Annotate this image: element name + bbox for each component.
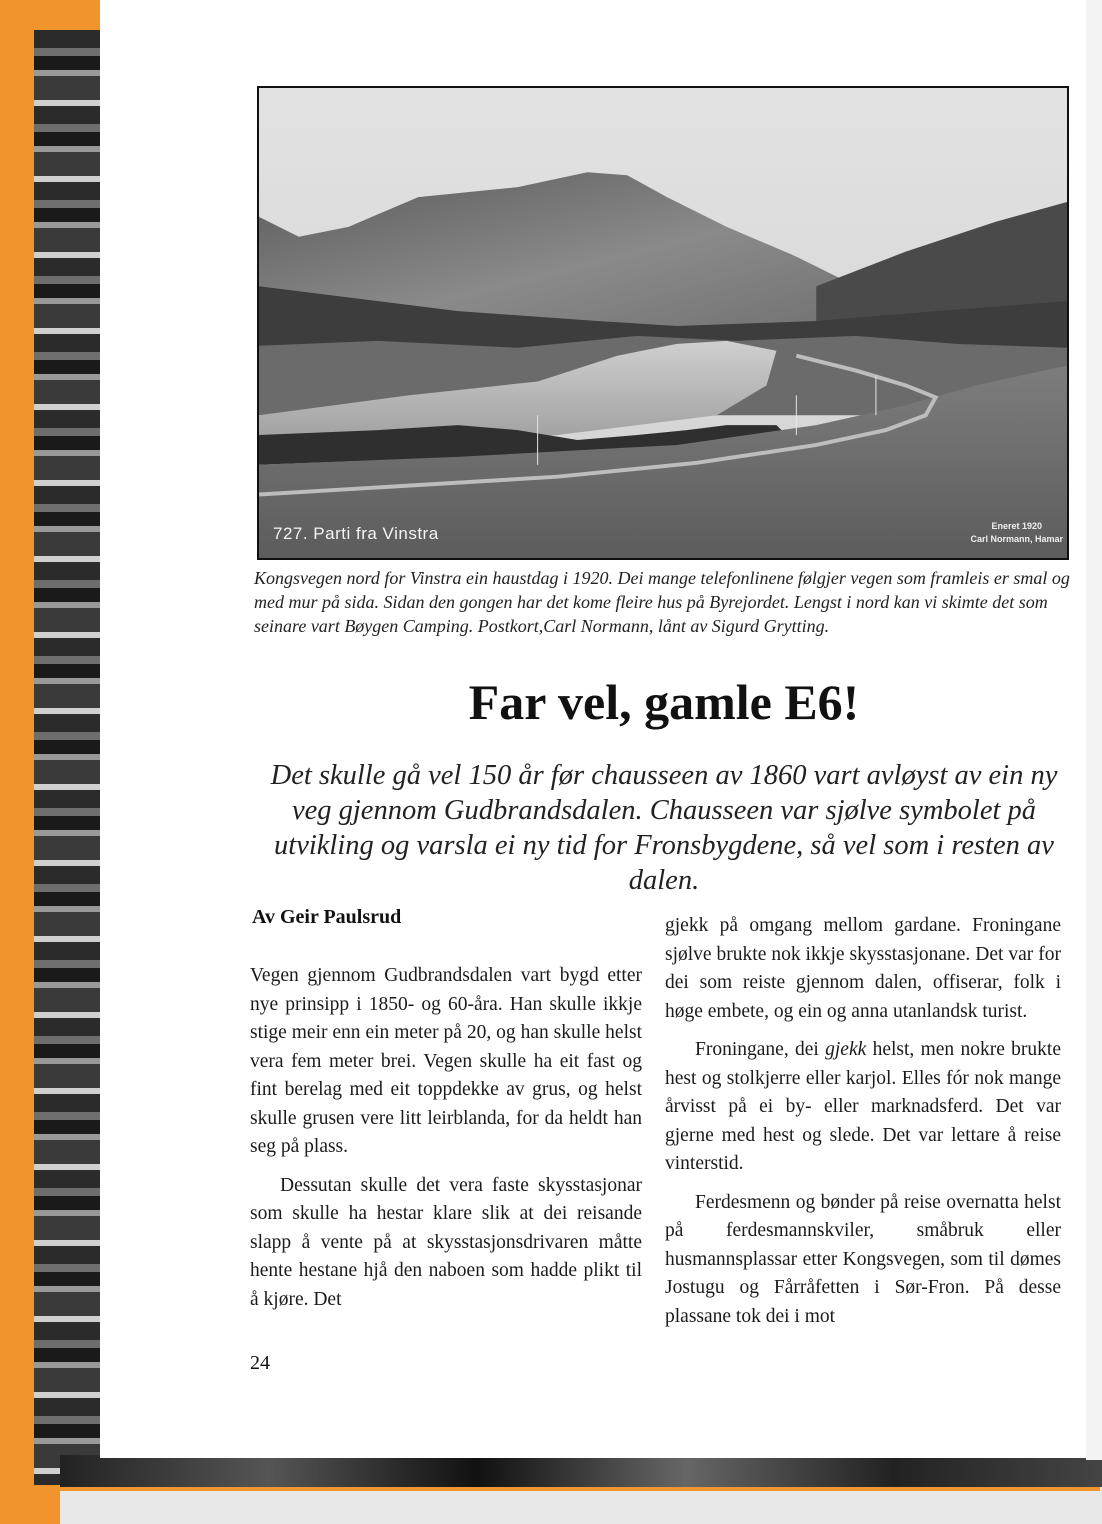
postcard-copyright (970, 520, 1063, 546)
book-bottom-edge (60, 1487, 1102, 1524)
paragraph: Ferdesmenn og bønder på reise overnatta helst på ferdesmannskviler, småbruk eller husmannsplassar etter Kongsvegen, som til dømes Jostugu og Fårråfetten i Sør-Fron. På desse plassane tok dei i mot (665, 1191, 1061, 1327)
page-right-edge (1086, 0, 1102, 1460)
paragraph: Vegen gjennom Gudbrandsdalen vart bygd etter nye prinsipp i 1850- og 60-åra. Han skulle ikkje stige meir enn ein meter på 20, og han skulle helst vera fem meter brei. Vegen skulle ha eit fast og fint berelag med eit toppdekke av grus, og helst skulle grusen vere litt leirblanda, for da heldt han seg på plass. (250, 965, 642, 1157)
postcard-label: 727. Parti fra Vinstra (273, 524, 439, 543)
article-lead: Det skulle gå vel 150 år før chausseen av 1860 vart avløyst av ein ny veg gjennom Gudbrandsdalen. Chausseen var sjølve symbolet på utvikling og varsla ei ny tid for Fronsbygdene, så vel som i resten av dalen. (270, 760, 1058, 896)
article-title: Far vel, gamle E6! (468, 674, 860, 730)
photo-caption: Kongsvegen nord for Vinstra ein haustdag i 1920. Dei mange telefonlinene følgjer vegen som framleis er smal og med mur på sida. Sidan den gongen har det kome fleire hus på Byrejordet. Lengst i nord kan vi skimte det som seinare vart Bøygen Camping. Postkort,Carl Normann, lånt av Sigurd Grytting. (254, 568, 1070, 636)
byline: Av Geir Paulsrud (252, 906, 402, 928)
landscape-image (259, 88, 1067, 558)
underlying-page-strip (60, 1455, 1102, 1487)
paragraph (665, 1036, 1061, 1179)
paragraph: Dessutan skulle det vera faste skysstasjonar som skulle ha hestar klare slik at dei reisande slapp å vente på at skysstasjonsdrivaren måtte hente hestane hjå den naboen som hadde plikt til å kjøre. Det (250, 1174, 642, 1310)
copyright-line-2: Carl Normann, Hamar (970, 534, 1063, 544)
facing-page-strip (34, 30, 100, 1485)
page-number: 24 (250, 1352, 270, 1374)
paragraph-text: helst, men nokre brukte hest og stolkjerre eller karjol. Elles fór nok mange årvisst på ei by- eller marknadsferd. Det var gjerne med hest og slede. Det var lettare å reise vinterstid. (665, 1039, 1062, 1174)
text-column-2 (665, 912, 1061, 1341)
postcard-photo (257, 86, 1069, 560)
paragraph-text: Froningane, dei (695, 1039, 826, 1060)
copyright-line-1: Eneret 1920 (991, 521, 1042, 531)
text-column-1 (250, 962, 642, 1324)
emphasis-text: gjekk (825, 1039, 867, 1060)
paragraph: gjekk på omgang mellom gardane. Froningane sjølve brukte nok ikkje skysstasjonane. Det var for dei som reiste gjennom dalen, offiserar, folk i høge embete, og ein og anna utanlandsk turist. (665, 915, 1061, 1022)
